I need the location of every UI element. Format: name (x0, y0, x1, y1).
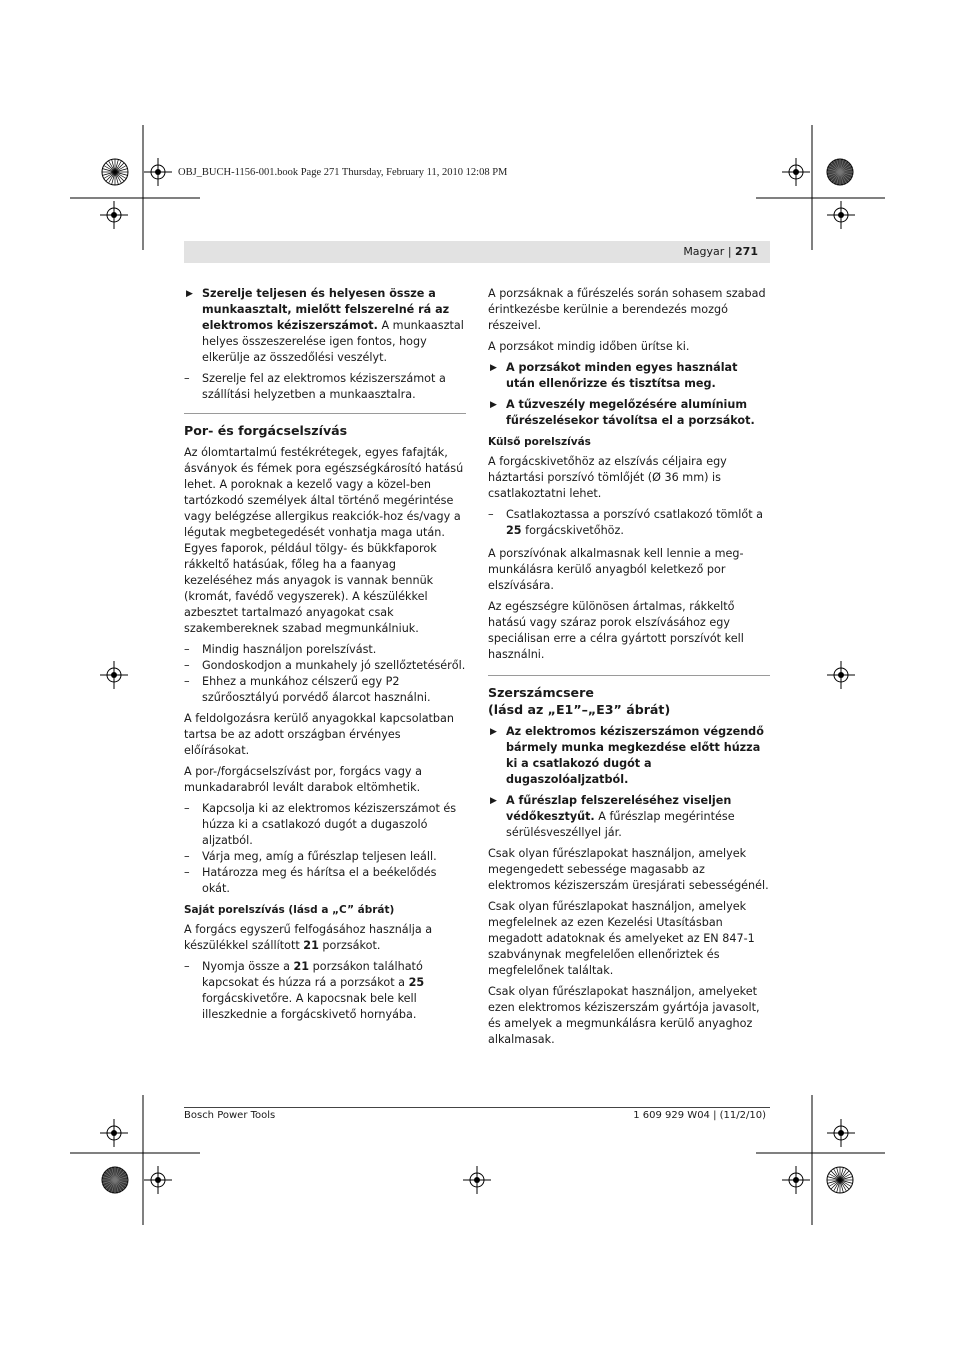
header-language: Magyar | 271 (683, 245, 758, 258)
subsection-title-own-extraction: Saját porelszívás (lásd a „C” ábrát) (184, 904, 395, 916)
crosshair-mark (100, 1119, 128, 1147)
footer-brand: Bosch Power Tools (184, 1110, 276, 1121)
crosshair-mark (144, 1166, 172, 1194)
list-item: – Kapcsolja ki az elektromos kéziszerszámot és húzza ki a csatlakozó dugót a dugaszoló aljzatból. (184, 802, 457, 847)
list-item: – Várja meg, amíg a fűrészlap teljesen leáll. (184, 850, 437, 863)
crosshair-mark (100, 201, 128, 229)
list-item: – Mindig használjon porelszívást. (184, 643, 377, 656)
list-item: – Gondoskodjon a munkahely jó szellőztetéséről. (184, 659, 466, 672)
crosshair-mark (827, 1119, 855, 1147)
paragraph: A por-/forgácselszívást por, forgács vagy a munkadarabról levált darabok eltömhetik. (184, 765, 422, 794)
bullet-arrow-icon: ▶ (490, 727, 497, 737)
list-item: – Szerelje fel az elektromos kéziszerszámot a szállítási helyzetben a munkaasztalra. (184, 372, 446, 401)
footer-doc-number: 1 609 929 W04 | (11/2/10) (633, 1110, 766, 1121)
crosshair-mark (144, 158, 172, 186)
color-wheel-mark (827, 159, 853, 185)
dust-list (184, 642, 466, 706)
list-item: – Határozza meg és hárítsa el a beékelődés okát. (184, 866, 437, 895)
crosshair-mark (827, 201, 855, 229)
left-column (184, 286, 466, 1028)
footer-rule (184, 1107, 770, 1108)
page-header-bar (184, 241, 770, 263)
paragraph: A porzsáknak a fűrészelés során sohasem szabad érintkezésbe kerülnie a berendezés mozgó részeivel. (488, 287, 766, 332)
warning-bullet: ▶ A tűzveszély megelőzésére alumínium fűrészelésekor távolítsa el a porzsákot. (490, 398, 755, 427)
crosshair-mark (100, 661, 128, 689)
bullet-arrow-icon: ▶ (490, 363, 497, 373)
paragraph: A porszívónak alkalmasnak kell lennie a meg-munkálásra kerülő anyagból keletkező por elszívására. (488, 547, 744, 592)
paragraph: Csak olyan fűrészlapokat használjon, amelyeket ezen elektromos kéziszerszám gyártója javasolt, és amelyek a megmunkálásra kerülő anyaghoz alkalmasak. (488, 985, 760, 1046)
paragraph: A porzsákot mindig időben ürítse ki. (488, 340, 690, 353)
crosshair-mark (782, 158, 810, 186)
page-number: 271 (735, 245, 758, 258)
print-info-line: OBJ_BUCH-1156-001.book Page 271 Thursday, February 11, 2010 12:08 PM (178, 167, 508, 178)
list-item: – Ehhez a munkához célszerű egy P2 szűrőosztályú porvédő álarcot használni. (184, 675, 431, 704)
color-wheel-mark (102, 159, 128, 185)
warning-bullet: ▶ Szerelje teljesen és helyesen össze a munkaasztalt, mielőtt felszerelné rá az elektromos kéziszerszámot. A munkaasztal helyes összeszerelése igen fontos, hogy elkerülje az összedőlési veszélyt. (186, 287, 464, 364)
section-title-dust-extraction: Por- és forgácselszívás (184, 423, 348, 438)
bullet-arrow-icon: ▶ (490, 796, 497, 806)
color-wheel-mark (102, 1167, 128, 1193)
section-divider (184, 413, 466, 414)
paragraph: Csak olyan fűrészlapokat használjon, amelyek megengedett sebessége magasabb az elektromos kéziszerszám üresjárati sebességénél. (488, 847, 769, 892)
bullet-arrow-icon: ▶ (490, 400, 497, 410)
color-wheel-mark (827, 1167, 853, 1193)
warning-bullet: ▶ Az elektromos kéziszerszámon végzendő bármely munka megkezdése előtt húzza ki a csatlakozó dugót a dugaszolóaljzatból. (490, 725, 764, 786)
warning-bullet: ▶ A porzsákot minden egyes használat után ellenőrizze és tisztítsa meg. (490, 361, 738, 390)
crosshair-mark (463, 1166, 491, 1194)
clog-list (184, 801, 466, 897)
section-title-tool-change: Szerszámcsere (lásd az „E1”–„E3” ábrát) (488, 685, 671, 717)
paragraph: Csak olyan fűrészlapokat használjon, amelyek megfelelnek az ezen Kezelési Utasításban megadott adatoknak és amelyeket az EN 847-1 szabványnak megfelelően ellenőriztek és megfelelőnek találtak. (488, 900, 755, 977)
paragraph: A feldolgozásra kerülő anyagokkal kapcsolatban tartsa be az adott országban érvényes előírásokat. (184, 712, 454, 757)
bullet-arrow-icon: ▶ (186, 289, 193, 299)
paragraph: Az ólomtartalmú festékrétegek, egyes fafajták, ásványok és fémek pora egészségkárosító hatású lehet. A poroknak a kezelő vagy a közel-ben tartózkodó személyek által történő megérintése vagy belégzése allergikus reakciók-hoz és/vagy a légutak megbetegedését vonhatja maga után. (184, 446, 464, 539)
paragraph: A forgácskivetőhöz az elszívás céljaira egy háztartási porszívó tömlőjét (Ø 36 mm) is csatlakoztatni lehet. (488, 455, 727, 500)
right-column (488, 286, 770, 1053)
subsection-title-external-extraction: Külső porelszívás (488, 436, 591, 448)
crosshair-mark (782, 1166, 810, 1194)
paragraph: A forgács egyszerű felfogásához használja a készülékkel szállított 21 porzsákot. (184, 923, 433, 952)
warning-bullet: ▶ A fűrészlap felszereléséhez viseljen védőkesztyűt. A fűrészlap megérintése sérülésveszéllyel jár. (490, 794, 735, 839)
paragraph: Egyes faporok, például tölgy- és bükkfaporok rákkeltő hatásúak, főleg ha a faanyag kezeléséhez más anyagok is vannak bennük (kromát, favédő vegyszerek). A készülékkel azbesztet tartalmazó anyagokat csak szakembereknek szabad megmunkálniuk. (184, 542, 437, 635)
crosshair-mark (827, 661, 855, 689)
section-divider (488, 675, 770, 676)
list-item: – Csatlakoztassa a porszívó csatlakozó tömlőt a 25 forgácskivetőhöz. (488, 508, 764, 537)
paragraph: Az egészségre különösen ártalmas, rákkeltő hatású vagy száraz porok elszívásához egy speciálisan erre a célra gyártott porszívót kell használni. (488, 600, 744, 661)
list-item: – Nyomja össze a 21 porzsákon található kapcsokat és húzza rá a porzsákot a 25 forgácskivetőre. A kapocsnak bele kell illeszkednie a forgácskivető hornyába. (184, 960, 425, 1021)
